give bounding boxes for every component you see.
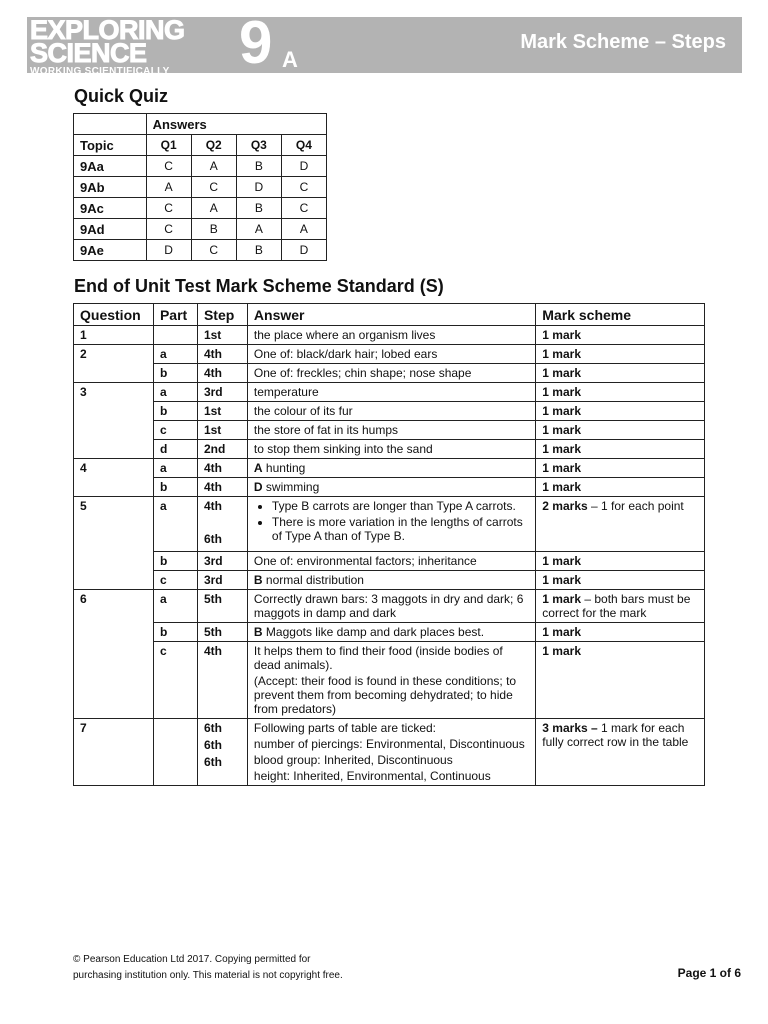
mark-cell: [536, 719, 705, 786]
mark-cell: 1 mark: [536, 326, 705, 345]
question-number: 1: [74, 326, 154, 345]
quiz-answer: A: [281, 219, 326, 240]
step-cell: 5th: [197, 590, 247, 623]
page-number: Page 1 of 6: [677, 966, 741, 980]
part-cell: c: [153, 421, 197, 440]
quiz-answer: A: [191, 156, 236, 177]
mark-scheme-table: [73, 303, 705, 786]
part-cell: a: [153, 345, 197, 364]
table-row: [74, 623, 705, 642]
mark-cell: 1 mark: [536, 402, 705, 421]
question-number: 4: [74, 459, 154, 497]
quiz-answer: B: [236, 198, 281, 219]
step-cell: 5th: [197, 623, 247, 642]
column-header: Step: [197, 304, 247, 326]
table-row: [74, 345, 705, 364]
step-cell: 3rd: [197, 571, 247, 590]
answer-cell: [247, 623, 535, 642]
question-header: Q4: [281, 135, 326, 156]
step-cell: [197, 719, 247, 786]
answer-cell: [247, 497, 535, 552]
part-cell: c: [153, 571, 197, 590]
quiz-row: [74, 240, 327, 261]
mark-note: – both bars must be correct for the mark: [542, 592, 691, 620]
answer-text: normal distribution: [262, 573, 364, 587]
quiz-topic: 9Ab: [74, 177, 147, 198]
step-cell: 4th: [197, 478, 247, 497]
table-row: [74, 497, 705, 552]
answer-text: blood group: Inherited, Discontinuous: [253, 753, 453, 767]
step-cell: 4th: [197, 345, 247, 364]
table-row: [74, 421, 705, 440]
logo-line-2: SCIENCE: [30, 38, 147, 68]
mark-cell: 1 mark: [536, 571, 705, 590]
question-number: 3: [74, 383, 154, 459]
part-cell: [153, 719, 197, 786]
quiz-answer: C: [191, 240, 236, 261]
step-value: 6th: [203, 738, 222, 752]
step-cell: 4th: [197, 364, 247, 383]
step-value: 6th: [203, 755, 222, 769]
part-cell: c: [153, 642, 197, 719]
mark-note: – 1 for each point: [587, 499, 684, 513]
answer-letter: B: [253, 573, 263, 587]
quiz-row: [74, 198, 327, 219]
part-cell: b: [153, 623, 197, 642]
answer-text: It helps them to find their food (inside bodies of dead animals).: [253, 644, 503, 672]
table-row: [74, 642, 705, 719]
answer-cell: [247, 571, 535, 590]
mark-cell: 1 mark: [536, 440, 705, 459]
unit-number: 9: [239, 9, 273, 76]
answer-text: hunting: [262, 461, 306, 475]
step-value: 4th: [203, 499, 222, 513]
part-cell: a: [153, 383, 197, 402]
answer-letter: D: [253, 480, 263, 494]
copyright-line: purchasing institution only. This material is not copyright free.: [73, 970, 343, 981]
part-cell: d: [153, 440, 197, 459]
part-cell: a: [153, 497, 197, 552]
mark-scheme-heading: End of Unit Test Mark Scheme Standard (S): [74, 276, 444, 296]
quiz-answer: D: [236, 177, 281, 198]
part-cell: [153, 326, 197, 345]
question-header: Q3: [236, 135, 281, 156]
table-row: [74, 364, 705, 383]
mark-cell: [536, 497, 705, 552]
quiz-topic: 9Aa: [74, 156, 147, 177]
table-row: [74, 459, 705, 478]
step-cell: 2nd: [197, 440, 247, 459]
mark-cell: 1 mark: [536, 364, 705, 383]
answer-cell: Correctly drawn bars: 3 maggots in dry and dark; 6 maggots in damp and dark: [247, 590, 535, 623]
part-cell: a: [153, 459, 197, 478]
table-row: [74, 402, 705, 421]
exploring-science-logo: [30, 15, 185, 78]
part-cell: b: [153, 364, 197, 383]
step-cell: 4th: [197, 459, 247, 478]
mark-cell: 1 mark: [536, 383, 705, 402]
quiz-topic: 9Ad: [74, 219, 147, 240]
quiz-answer: B: [236, 156, 281, 177]
header-banner: [27, 9, 742, 77]
answer-cell: [247, 478, 535, 497]
quiz-header-row: [74, 114, 327, 135]
copyright-line: © Pearson Education Ltd 2017. Copying permitted for: [73, 954, 311, 965]
mark-cell: 1 mark: [536, 552, 705, 571]
part-cell: a: [153, 590, 197, 623]
mark-cell: 1 mark: [536, 345, 705, 364]
quiz-answer: C: [146, 156, 191, 177]
answer-accept-note: (Accept: their food is found in these conditions; to prevent them from becoming dehydrated; to hide from predators): [253, 674, 517, 716]
copyright-footer: [73, 952, 343, 984]
quick-quiz-table: [73, 113, 327, 261]
quiz-question-row: [74, 135, 327, 156]
answer-text: height: Inherited, Environmental, Continuous: [253, 769, 491, 783]
answer-text: Maggots like damp and dark places best.: [262, 625, 485, 639]
table-row: [74, 383, 705, 402]
step-cell: 1st: [197, 421, 247, 440]
mark-cell: 1 mark: [536, 478, 705, 497]
part-cell: b: [153, 478, 197, 497]
column-header: Answer: [247, 304, 535, 326]
step-cell: 4th: [197, 642, 247, 719]
question-number: 2: [74, 345, 154, 383]
step-cell: 3rd: [197, 383, 247, 402]
question-number: 6: [74, 590, 154, 719]
column-header: Part: [153, 304, 197, 326]
quiz-answer: D: [281, 240, 326, 261]
answer-cell: One of: freckles; chin shape; nose shape: [247, 364, 535, 383]
mark-cell: 1 mark: [536, 623, 705, 642]
quiz-answer: C: [281, 177, 326, 198]
unit-suffix: A: [282, 47, 298, 72]
quick-quiz-heading: Quick Quiz: [74, 86, 169, 106]
quiz-answer: C: [281, 198, 326, 219]
answer-letter: B: [253, 625, 263, 639]
mark-cell: 1 mark: [536, 642, 705, 719]
column-header: Question: [74, 304, 154, 326]
quiz-answer: C: [146, 219, 191, 240]
table-row: [74, 326, 705, 345]
quiz-row: [74, 156, 327, 177]
answer-bullet: • Type B carrots are longer than Type A carrots.: [272, 499, 529, 513]
question-header: Q1: [146, 135, 191, 156]
part-cell: b: [153, 402, 197, 421]
step-cell: 3rd: [197, 552, 247, 571]
quiz-row: [74, 219, 327, 240]
quiz-row: [74, 177, 327, 198]
answer-text: number of piercings: Environmental, Discontinuous: [253, 737, 525, 751]
table-row: [74, 478, 705, 497]
part-cell: b: [153, 552, 197, 571]
mark-scheme-header-row: [74, 304, 705, 326]
mark-cell: 1 mark: [536, 421, 705, 440]
quiz-answer: A: [146, 177, 191, 198]
answer-cell: the place where an organism lives: [247, 326, 535, 345]
logo-line-3: WORKING SCIENTIFICALLY: [30, 66, 170, 77]
quiz-answer: B: [236, 240, 281, 261]
quiz-topic: 9Ac: [74, 198, 147, 219]
answer-cell: [247, 459, 535, 478]
answer-cell: to stop them sinking into the sand: [247, 440, 535, 459]
answers-label: Answers: [146, 114, 326, 135]
table-row: [74, 440, 705, 459]
mark-note: 1 mark for each fully correct row in the table: [542, 721, 689, 749]
quiz-answer: D: [146, 240, 191, 261]
quiz-answer: C: [146, 198, 191, 219]
question-number: 5: [74, 497, 154, 590]
step-cell: 1st: [197, 326, 247, 345]
answer-cell: temperature: [247, 383, 535, 402]
mark-bold: 1 mark: [542, 592, 581, 606]
step-cell: 1st: [197, 402, 247, 421]
quiz-answer: A: [191, 198, 236, 219]
logo-line-1: EXPLORING: [30, 15, 185, 45]
quiz-answer: D: [281, 156, 326, 177]
step-value: 6th: [203, 532, 222, 546]
mark-bold: 2 marks: [542, 499, 588, 513]
answer-bullet: • There is more variation in the lengths of carrots of Type A than of Type B.: [272, 515, 529, 543]
quiz-topic: 9Ae: [74, 240, 147, 261]
quiz-answer: B: [191, 219, 236, 240]
question-header: Q2: [191, 135, 236, 156]
answer-cell: [247, 719, 535, 786]
answer-cell: the colour of its fur: [247, 402, 535, 421]
answer-cell: the store of fat in its humps: [247, 421, 535, 440]
answer-text: Following parts of table are ticked:: [253, 721, 437, 735]
answer-cell: One of: environmental factors; inheritance: [247, 552, 535, 571]
table-row: [74, 552, 705, 571]
answer-letter: A: [253, 461, 263, 475]
step-cell: [197, 497, 247, 552]
answer-bullet-list: [254, 499, 529, 543]
topic-label: Topic: [74, 135, 147, 156]
step-value: 6th: [203, 721, 222, 735]
table-row: [74, 571, 705, 590]
document-title: Mark Scheme – Steps: [520, 31, 726, 53]
quiz-corner-cell: [74, 114, 147, 135]
answer-cell: One of: black/dark hair; lobed ears: [247, 345, 535, 364]
answer-text: swimming: [262, 480, 320, 494]
quiz-answer: C: [191, 177, 236, 198]
question-number: 7: [74, 719, 154, 786]
table-row: [74, 590, 705, 623]
answer-cell: [247, 642, 535, 719]
mark-bold: 3 marks –: [542, 721, 598, 735]
column-header: Mark scheme: [536, 304, 705, 326]
table-row: [74, 719, 705, 786]
mark-cell: [536, 590, 705, 623]
mark-cell: 1 mark: [536, 459, 705, 478]
quiz-answer: A: [236, 219, 281, 240]
